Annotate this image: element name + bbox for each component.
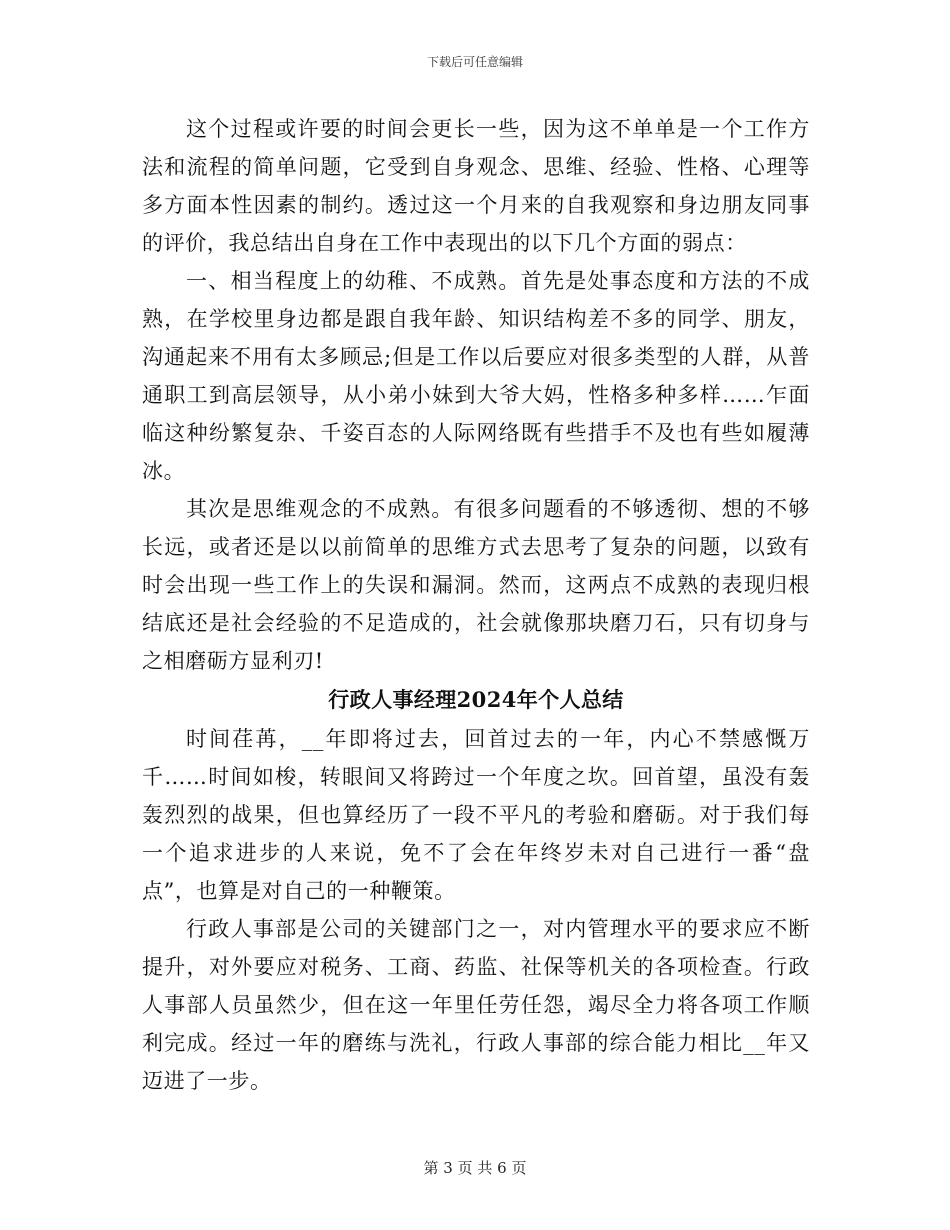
document-body (142, 110, 810, 1100)
header-note: 下载后可任意编辑 (426, 55, 523, 69)
section-paragraph-2: 行政人事部是公司的关键部门之一，对内管理水平的要求应不断提升，对外要应对税务、工商、药监、社保等机关的各项检查。行政人事部人员虽然少，但在这一年里任劳任怨，竭尽全力将各项工作顺利完成。经过一年的磨练与洗礼，行政人事部的综合能力相比__年又迈进了一步。 (142, 917, 810, 1093)
paragraph-1: 这个过程或许要的时间会更长一些，因为这不单单是一个工作方法和流程的简单问题，它受到自身观念、思维、经验、性格、心理等多方面本性因素的制约。透过这一个月来的自我观察和身边朋友同事的评价，我总结出自身在工作中表现出的以下几个方面的弱点： (142, 117, 810, 255)
paragraph-3: 其次是思维观念的不成熟。有很多问题看的不够透彻、想的不够长远，或者还是以以前简单的思维方式去思考了复杂的问题，以致有时会出现一些工作上的失误和漏洞。然而，这两点不成熟的表现归根结底还是社会经验的不足造成的，社会就像那块磨刀石，只有切身与之相磨砺方显利刃! (142, 497, 810, 673)
section-title: 行政人事经理2024年个人总结 (328, 687, 624, 712)
section-paragraph-1: 时间荏苒，__年即将过去，回首过去的一年，内心不禁感慨万千……时间如梭，转眼间又将跨过一个年度之坎。回首望，虽没有轰轰烈烈的战果，但也算经历了一段不平凡的考验和磨砺。对于我们每一个追求进步的人来说，免不了会在年终岁未对自己进行一番“盘点”，也算是对自己的一种鞭策。 (142, 727, 810, 903)
page-number: 第 3 页 共 6 页 (423, 1159, 527, 1177)
paragraph-2: 一、相当程度上的幼稚、不成熟。首先是处事态度和方法的不成熟，在学校里身边都是跟自我年龄、知识结构差不多的同学、朋友，沟通起来不用有太多顾忌;但是工作以后要应对很多类型的人群，从普通职工到高层领导，从小弟小妹到大爷大妈，性格多种多样……乍面临这种纷繁复杂、千姿百态的人际网络既有些措手不及也有些如履薄冰。 (142, 269, 810, 483)
